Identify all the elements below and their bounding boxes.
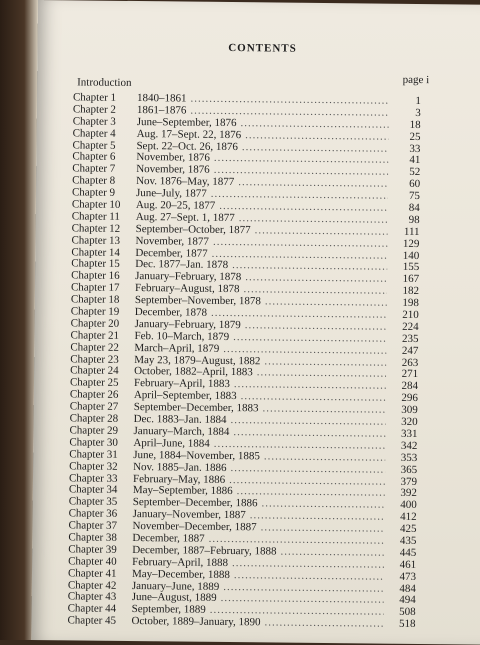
- chapter-page-number: 353: [400, 451, 418, 464]
- chapter-label: Chapter 23: [70, 352, 119, 366]
- chapter-page-number: 224: [402, 320, 419, 333]
- chapter-date-range: 1840–1861: [136, 92, 187, 105]
- chapter-page-number: 18: [409, 118, 421, 131]
- chapter-page-number: 271: [401, 368, 419, 381]
- chapter-page-number: 263: [401, 356, 419, 369]
- chapter-date-range: Sept. 22–Oct. 26, 1876: [136, 139, 238, 153]
- chapter-label: Chapter 18: [70, 293, 120, 307]
- chapter-date-range: May 23, 1879–August, 1882: [134, 353, 261, 367]
- chapter-page-number: 235: [401, 332, 419, 345]
- chapter-label: Chapter 1: [72, 91, 117, 104]
- chapter-date-range: Aug. 20–25, 1877: [135, 199, 216, 212]
- chapter-date-range: June–July, 1877: [135, 187, 207, 200]
- chapter-label: Chapter 31: [69, 448, 118, 461]
- chapter-date-range: January–March, 1884: [133, 424, 230, 438]
- chapter-date-range: November–December, 1887: [132, 520, 257, 534]
- chapter-label: Chapter 36: [68, 507, 118, 521]
- chapter-page-number: 425: [399, 522, 417, 536]
- chapter-date-range: February–August, 1878: [134, 282, 240, 296]
- chapter-label: Chapter 40: [68, 555, 117, 568]
- chapter-label: Chapter 30: [69, 436, 119, 449]
- chapter-label: Chapter 12: [71, 222, 121, 235]
- chapter-page-number: 210: [402, 308, 419, 322]
- dot-leader: [264, 618, 383, 631]
- chapter-page-number: 84: [408, 201, 420, 215]
- chapter-date-range: December, 1878: [134, 306, 208, 319]
- chapter-page-number: 473: [399, 570, 417, 583]
- chapter-date-range: April–June, 1884: [133, 436, 210, 450]
- chapter-page-number: 320: [401, 415, 418, 429]
- chapter-label: Chapter 7: [72, 162, 116, 176]
- chapter-label: Chapter 27: [69, 400, 119, 414]
- chapter-page-number: 198: [402, 296, 419, 310]
- chapter-page-number: 342: [400, 439, 418, 452]
- chapter-page-number: 508: [399, 606, 416, 619]
- chapter-page-number: 3: [415, 106, 421, 119]
- chapter-label: Chapter 13: [71, 234, 121, 247]
- chapter-label: Chapter 45: [67, 614, 117, 628]
- chapter-page-number: 435: [399, 534, 417, 547]
- chapter-page-number: 445: [399, 546, 417, 559]
- chapter-label: Chapter 6: [72, 150, 116, 164]
- chapter-page-number: 309: [401, 403, 418, 417]
- chapter-label: Chapter 17: [70, 281, 120, 295]
- chapter-page-number: 167: [402, 273, 420, 286]
- chapter-page-number: 379: [400, 475, 418, 488]
- chapter-date-range: June–September, 1876: [136, 115, 237, 129]
- chapter-label: Chapter 32: [69, 459, 118, 473]
- chapter-date-range: February–April, 1883: [133, 377, 230, 391]
- chapter-label: Chapter 29: [69, 424, 119, 437]
- chapter-date-range: September, 1889: [131, 603, 206, 617]
- chapter-label: Chapter 14: [71, 245, 121, 259]
- chapter-date-range: May–September, 1886: [132, 484, 233, 498]
- chapter-page-number: 494: [399, 594, 416, 607]
- chapter-page-number: 155: [402, 261, 420, 274]
- chapter-date-range: April–September, 1883: [133, 389, 237, 403]
- chapter-date-range: June–August, 1889: [131, 591, 217, 605]
- chapter-label: Chapter 41: [67, 566, 117, 580]
- chapter-date-range: Dec. 1877–Jan. 1878: [135, 258, 229, 272]
- page-title: CONTENTS: [228, 41, 297, 55]
- chapter-label: Chapter 20: [70, 317, 120, 330]
- chapter-page-number: 111: [403, 225, 420, 238]
- toc-row: [67, 616, 415, 632]
- chapter-label: Chapter 26: [69, 388, 119, 402]
- chapter-page-number: 25: [409, 130, 421, 143]
- chapter-page-number: 392: [400, 487, 417, 500]
- table-of-contents: [67, 92, 421, 631]
- chapter-label: Chapter 37: [68, 519, 118, 532]
- chapter-label: Chapter 8: [72, 174, 116, 188]
- chapter-page-number: 247: [401, 344, 419, 357]
- chapter-date-range: January–February, 1878: [135, 270, 242, 284]
- chapter-date-range: Nov. 1885–Jan. 1886: [133, 460, 227, 474]
- chapter-date-range: September–December, 1886: [132, 496, 258, 510]
- chapter-label: Chapter 39: [68, 543, 117, 556]
- chapter-page-number: 461: [399, 558, 417, 571]
- chapter-date-range: 1861–1876: [136, 103, 187, 117]
- chapter-date-range: January–June, 1889: [131, 579, 220, 593]
- chapter-page-number: 41: [409, 154, 421, 167]
- chapter-label: Chapter 33: [68, 471, 118, 485]
- chapter-page-number: 412: [400, 510, 417, 524]
- chapter-page-number: 484: [399, 582, 416, 595]
- chapter-date-range: November, 1876: [136, 163, 210, 177]
- chapter-date-range: Feb. 10–March, 1879: [134, 329, 230, 343]
- chapter-label: Chapter 9: [71, 186, 116, 199]
- chapter-page-number: 60: [409, 178, 421, 191]
- chapter-page-number: 365: [400, 463, 418, 476]
- chapter-date-range: January–February, 1879: [134, 317, 241, 332]
- chapter-label: Chapter 10: [71, 198, 121, 211]
- chapter-page-number: 98: [408, 213, 420, 226]
- chapter-date-range: October, 1882–April, 1883: [134, 365, 253, 379]
- chapter-label: Chapter 15: [71, 257, 120, 271]
- chapter-page-number: 518: [398, 618, 416, 631]
- book-page: [31, 0, 480, 645]
- chapter-page-number: 1: [415, 94, 422, 108]
- introduction-page-ref: page i: [402, 73, 430, 87]
- chapter-date-range: November, 1876: [136, 151, 210, 165]
- chapter-label: Chapter 3: [72, 115, 116, 128]
- chapter-label: Chapter 43: [67, 590, 117, 604]
- chapter-date-range: December, 1887: [132, 531, 205, 545]
- chapter-date-range: February–May, 1886: [132, 472, 226, 486]
- chapter-date-range: February–April, 1888: [132, 555, 229, 569]
- chapter-page-number: 75: [408, 190, 421, 203]
- dot-leader: [237, 486, 385, 499]
- chapter-date-range: Aug. 27–Sept. 1, 1877: [135, 210, 235, 224]
- chapter-label: Chapter 25: [69, 376, 119, 390]
- chapter-label: Chapter 16: [71, 269, 120, 283]
- chapter-date-range: December, 1887–February, 1888: [132, 543, 277, 558]
- chapter-page-number: 331: [400, 427, 418, 440]
- chapter-date-range: Dec. 1883–Jan. 1884: [133, 413, 227, 427]
- chapter-label: Chapter 2: [72, 103, 116, 116]
- chapter-page-number: 284: [401, 380, 419, 393]
- chapter-date-range: Aug. 17–Sept. 22, 1876: [136, 127, 242, 141]
- chapter-label: Chapter 11: [71, 210, 120, 223]
- chapter-label: Chapter 5: [72, 138, 116, 152]
- chapter-label: Chapter 4: [72, 127, 116, 140]
- chapter-date-range: June, 1884–November, 1885: [133, 448, 260, 463]
- chapter-page-number: 52: [409, 166, 421, 179]
- chapter-date-range: December, 1877: [135, 246, 208, 260]
- chapter-page-number: 182: [402, 285, 420, 298]
- chapter-page-number: 129: [402, 237, 420, 250]
- chapter-page-number: 33: [409, 142, 421, 155]
- chapter-label: Chapter 38: [68, 531, 118, 544]
- chapter-label: Chapter 35: [68, 495, 118, 509]
- chapter-date-range: May–December, 1888: [131, 567, 230, 581]
- chapter-label: Chapter 21: [70, 329, 120, 342]
- chapter-label: Chapter 19: [70, 305, 120, 318]
- chapter-date-range: November, 1877: [135, 234, 210, 248]
- chapter-label: Chapter 28: [69, 412, 119, 425]
- chapter-date-range: March–April, 1879: [134, 341, 220, 355]
- chapter-date-range: January–November, 1887: [132, 508, 246, 522]
- dot-leader: [280, 546, 384, 559]
- chapter-label: Chapter 42: [67, 578, 117, 592]
- introduction-label: Introduction: [77, 76, 132, 89]
- chapter-date-range: September–December, 1883: [133, 401, 259, 415]
- chapter-date-range: October, 1889–January, 1890: [131, 615, 261, 629]
- chapter-date-range: September–October, 1877: [135, 222, 251, 237]
- chapter-date-range: Nov. 1876–May, 1877: [136, 175, 235, 189]
- chapter-label: Chapter 22: [70, 341, 120, 354]
- chapter-date-range: September–November, 1878: [134, 294, 261, 308]
- chapter-page-number: 296: [401, 392, 418, 405]
- chapter-label: Chapter 34: [68, 483, 118, 497]
- chapter-page-number: 400: [400, 499, 417, 512]
- chapter-label: Chapter 44: [67, 602, 117, 616]
- chapter-label: Chapter 24: [70, 364, 119, 378]
- chapter-page-number: 140: [402, 249, 420, 262]
